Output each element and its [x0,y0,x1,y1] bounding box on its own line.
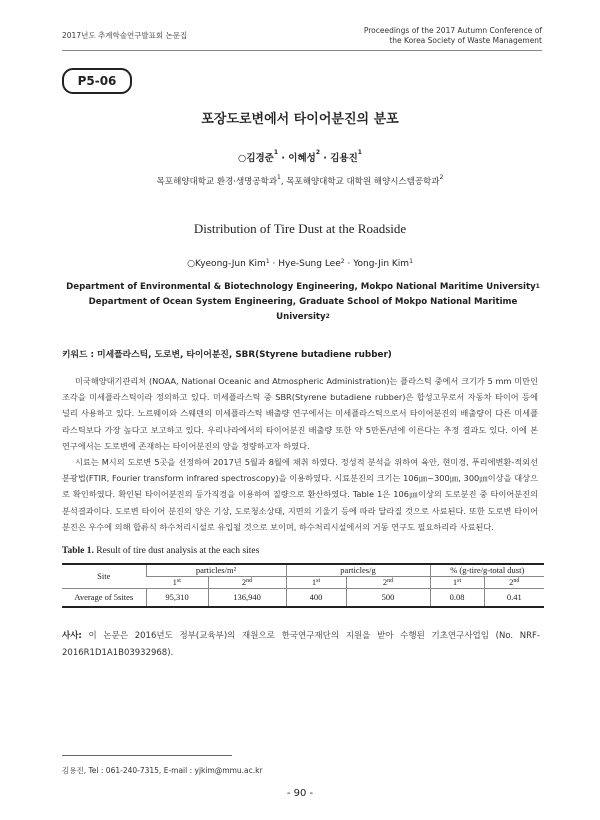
author-sep: · [278,153,289,164]
footnote-contact: 김용진, Tel : 061-240-7315, E-mail : yjkim@mmu.ac.kr [62,766,263,775]
running-header-right-line1: Proceedings of the 2017 Autumn Conference of [363,26,542,35]
sub-num: 1 [172,577,177,587]
table-header-site: Site [62,564,146,589]
paper-title-english: Distribution of Tire Dust at the Roadside [193,221,407,236]
sub-num: 1 [311,577,317,587]
author-ko-3: 김용진 [330,153,358,164]
sub-suffix: st [176,578,181,584]
affiliations-english [62,280,544,325]
author-ko-1: ○김경준 [238,153,274,164]
sub-suffix: st [457,578,462,584]
sub-suffix: nd [387,578,394,584]
body-paragraph-2: 시료는 M시의 도로변 5곳을 선정하여 2017년 5월과 8월에 채취 하였다. 정성적 분석을 위하여 육안, 현미경, 푸리에변환-적외선분광법(FTIR, Fourier transform infrared spectroscopy)을 이용하였다. 시료분진의 크기는 106㎛~300㎛, 300㎛이상을 대상으로 확인하였다. 확인된 타이어분진의 등가직경을 이용하여 질량으로 환산하였다. Table 1은 106㎛이상의 도로분진 중 타이어분진의 분석결과이다. 도로변 타이어 분진의 양은 기상, 도로청소상태, 지면의 기울기 등에 따라 달라질 것으로 사료된다. 또한 도로변 타이어분진은 우수에 의해 합류식 하수처리시설로 유입될 것으로 보이며, 하수처리시설에서의 거동 연구도 필요하리라 사료된다. [62,457,538,532]
affiliations-korean [0,175,600,187]
affil-ko-1: 목포해양대학교 환경·생명공학과 [156,177,278,187]
sub-num: 2 [382,577,388,587]
affil-ko-sep: , [280,177,287,187]
table-subheader-cell [286,577,346,589]
affil-en-line-1 [62,280,544,295]
running-header-right-line2: the Korea Society of Waste Management [389,36,542,45]
table-subheader-cell [146,577,208,589]
table-subheader-cell [430,577,484,589]
body-text [62,373,538,535]
table-cell: 0.08 [430,589,484,608]
page-number: - 90 - [286,788,314,799]
table-caption-text: Result of tire dust analysis at the each sites [93,546,260,556]
table-cell: 400 [286,589,346,608]
sub-suffix: nd [246,578,253,584]
table-subheader-cell [346,577,430,589]
results-table [62,563,544,608]
table-cell-label: Average of 5sites [62,589,146,608]
table-header-row [62,564,544,577]
affil-ko-2-sup: 2 [439,174,444,181]
sub-num: 1 [452,577,458,587]
ack-text: 이 논문은 2016년도 정부(교육부)의 재원으로 한국연구재단의 지원을 받아 수행된 기초연구사업임 (No. NRF-2016R1D1A1B03932968). [62,631,540,658]
sub-suffix: nd [513,578,520,584]
table-subheader-cell [208,577,286,589]
author-en-3-sup: 1 [409,258,413,265]
table-caption-label: Table 1. [62,546,94,556]
table-cell: 95,310 [146,589,208,608]
table-cell: 0.41 [484,589,544,608]
affil-ko-1-sup: 1 [277,174,281,181]
table-cell: 500 [346,589,430,608]
affil-en-1: Department of Environmental & Biotechnology Engineering, Mokpo National Maritime University [66,282,536,292]
running-header-right [364,26,542,46]
author-sep: · [269,259,279,269]
author-en-3: Yong-Jin Kim [353,259,410,269]
header-divider [62,50,542,51]
keywords: 키워드 : 미세플라스틱, 도로변, 타이어분진, SBR(Styrene butadiene rubber) [62,350,392,360]
sub-num: 2 [241,577,247,587]
table-cell: 136,940 [208,589,286,608]
table-subheader-cell [484,577,544,589]
table-header-group-1: particles/m² [146,564,286,577]
sub-num: 2 [509,577,514,587]
affil-en-line-2 [62,295,544,325]
authors-english [0,259,600,269]
ack-label: 사사: [62,631,82,641]
authors-korean [0,150,600,164]
body-paragraph-1: 미국해양대기관리처 (NOAA, National Oceanic and Atmospheric Administration)는 플라스틱 중에서 크기가 5 mm 미만인 조각을 미세플라스틱이라 정의하고 있다. 미세플라스틱 중 SBR(Styrene butadiene rubber)은 합성고무로서 자동차 타이어 등에 널리 사용하고 있다. 노르웨이와 스웨덴의 미세플라스틱 배출량 연구에서는 미세플라스틱으로서 타이어분진의 배출량이 다른 미세플라스틱보다 가장 높다고 보고하고 있다. 우리나라에서의 타이어분진 배출량 또한 약 5만톤/년에 이른다는 추정 결과도 있다. 이에 본 연구에서는 도로변에 존재하는 타이어분진의 양을 정량하고자 하였다. [62,376,538,451]
running-header-left: 2017년도 추계학술연구발표회 논문집 [62,31,188,40]
table-row [62,589,544,608]
paper-title-korean: 포장도로변에서 타이어분진의 분포 [201,112,399,127]
table-caption [62,546,259,556]
author-en-1-sup: 1 [265,258,270,265]
author-ko-2: 이혜성 [288,153,316,164]
author-en-2: Hye-Sung Lee [278,259,341,269]
author-en-2-sup: 2 [340,258,345,265]
affil-en-2: Department of Ocean System Engineering, Graduate School of Mokpo National Maritime University [88,297,518,322]
affil-en-1-sup: 1 [535,283,540,290]
sub-suffix: st [316,578,321,584]
author-ko-3-sup: 1 [357,149,362,156]
table-header-group-2: particles/g [286,564,430,577]
author-en-1: ○Kyeong-Jun Kim [187,259,266,269]
affil-ko-2: 목포해양대학교 대학원 해양시스템공학과 [286,177,440,187]
author-sep: · [344,259,354,269]
author-ko-2-sup: 2 [315,149,320,156]
affil-en-2-sup: 2 [325,313,330,320]
footnote-divider [62,755,232,756]
author-sep: · [320,153,331,164]
author-ko-1-sup: 1 [273,149,279,156]
acknowledgement [62,628,540,662]
table-header-group-3: % (g-tire/g-total dust) [430,564,544,577]
paper-code-badge: P5-06 [62,68,132,94]
